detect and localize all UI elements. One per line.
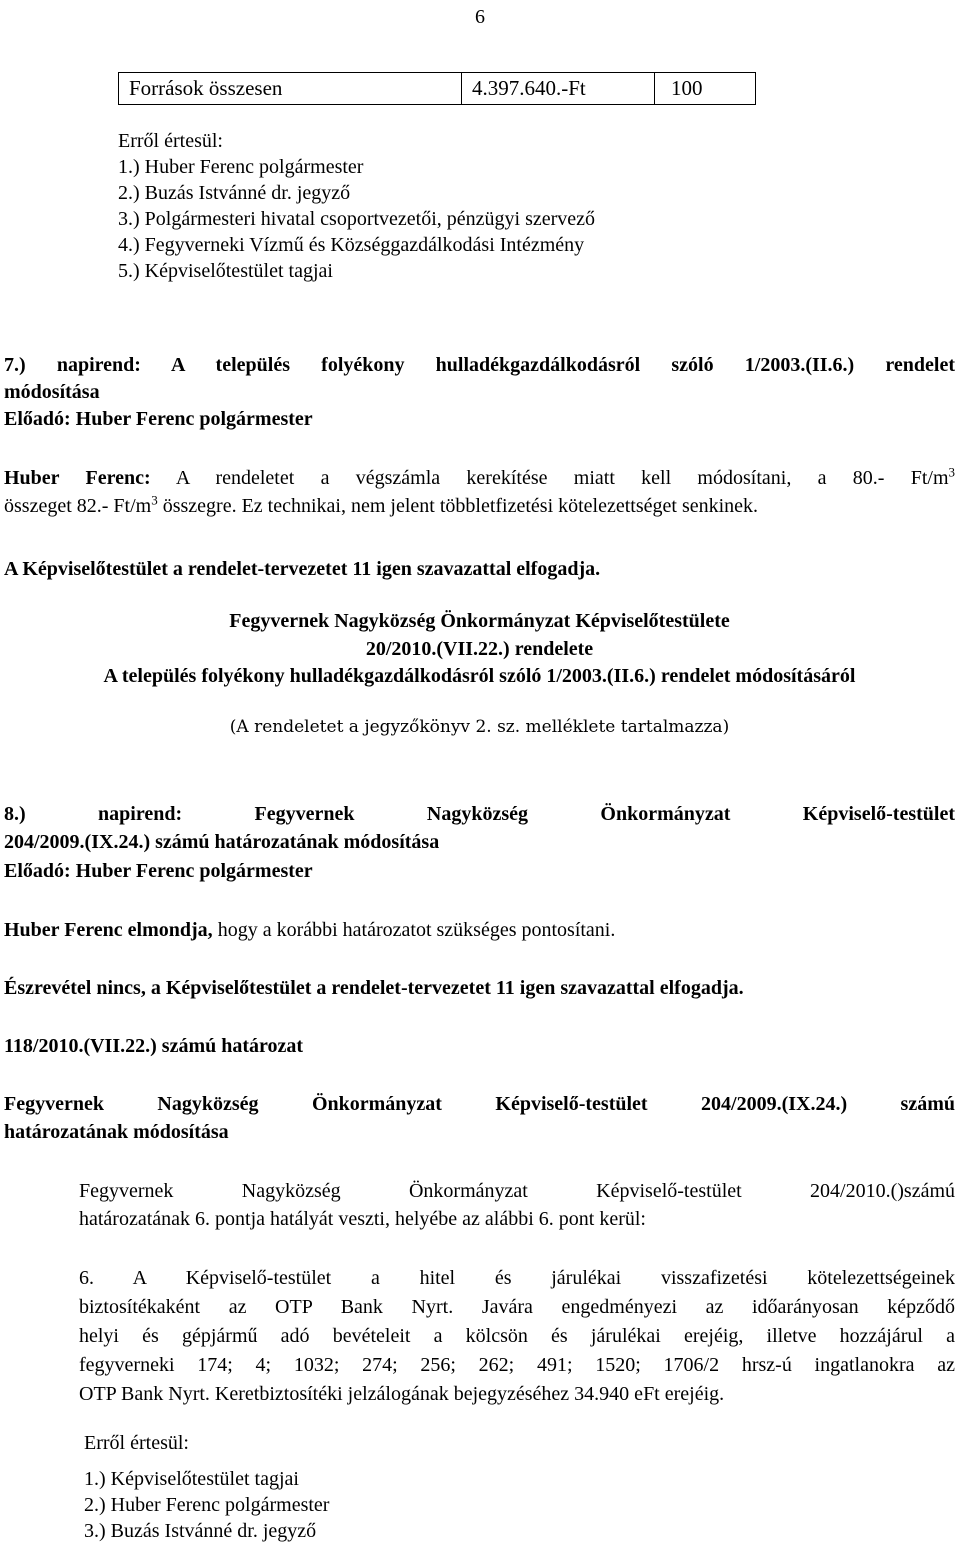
speaker-name: Huber Ferenc elmondja,	[4, 919, 213, 941]
speech-text: összeget 82.- Ft/m	[4, 495, 152, 517]
speech-text: hogy a korábbi határozatot szükséges pontosítani.	[212, 919, 616, 941]
ordinance-note: (A rendeletet a jegyzőkönyv 2. sz. melléklete tartalmazza)	[229, 717, 730, 737]
sources-table	[118, 72, 756, 105]
paragraph-line: 6. A Képviselő-testület a hitel és járulékai visszafizetési kötelezettségeinek	[79, 1267, 955, 1289]
notify-heading: Erről értesül:	[84, 1432, 189, 1454]
superscript: 3	[151, 492, 158, 508]
agenda-7-speech-line1	[4, 465, 955, 491]
list-item: 1.) Képviselőtestület tagjai	[84, 1468, 299, 1490]
table-row	[119, 73, 756, 105]
list-item: 3.) Polgármesteri hivatal csoportvezetői, pénzügyi szervező	[118, 208, 596, 230]
notify-list-1	[118, 128, 595, 284]
resolution-title: Fegyvernek Nagyközség Önkormányzat Képviselő-testület 204/2009.(IX.24.) számú	[4, 1093, 955, 1115]
resolution-body-1-cont: határozatának 6. pontja hatályát veszti, helyébe az alábbi 6. pont kerül:	[79, 1208, 646, 1230]
sources-amount: 4.397.640.-Ft	[462, 73, 655, 105]
superscript: 3	[948, 464, 956, 480]
resolution-body-1: Fegyvernek Nagyközség Önkormányzat Képviselő-testület 204/2010.()számú	[79, 1180, 955, 1202]
paragraph-line: OTP Bank Nyrt. Keretbiztosítéki jelzálogának bejegyzéséhez 34.940 eFt erejéig.	[79, 1383, 725, 1405]
agenda-8-speech	[4, 917, 955, 943]
sources-percent: 100	[655, 73, 756, 105]
page-number: 6	[475, 6, 485, 28]
list-item: 3.) Buzás Istvánné dr. jegyző	[84, 1520, 317, 1542]
ordinance-number: 20/2010.(VII.22.) rendelete	[365, 638, 594, 660]
agenda-7-decision: A Képviselőtestület a rendelet-tervezetet 11 igen szavazattal elfogadja.	[4, 558, 601, 580]
list-item: 5.) Képviselőtestület tagjai	[118, 260, 333, 282]
paragraph-line: helyi és gépjármű adó bevételeit a kölcsön és járulékai erejéig, illetve hozzájárul a	[79, 1325, 955, 1347]
resolution-number: 118/2010.(VII.22.) számú határozat	[4, 1035, 304, 1057]
agenda-8-presenter: Előadó: Huber Ferenc polgármester	[4, 860, 313, 882]
list-item: 4.) Fegyverneki Vízmű és Községgazdálkodási Intézmény	[118, 234, 585, 256]
agenda-8-title: 8.) napirend: Fegyvernek Nagyközség Önkormányzat Képviselő-testület	[4, 803, 955, 825]
agenda-8-title-cont: 204/2009.(IX.24.) számú határozatának módosítása	[4, 831, 440, 853]
agenda-7-title-cont: módosítása	[4, 381, 100, 403]
list-item: 2.) Huber Ferenc polgármester	[84, 1494, 330, 1516]
list-item: 2.) Buzás Istvánné dr. jegyző	[118, 182, 351, 204]
speech-text: összegre. Ez technikai, nem jelent többletfizetési kötelezettséget senkinek.	[157, 495, 759, 517]
notify-heading: Erről értesül:	[118, 130, 223, 152]
paragraph-line: biztosítékaként az OTP Bank Nyrt. Javára engedményezi az időarányosan képződő	[79, 1296, 955, 1318]
speech-text: A rendeletet a végszámla kerekítése miatt kell módosítani, a 80.- Ft/m	[175, 467, 949, 489]
sources-label: Források összesen	[119, 73, 462, 105]
resolution-body-2	[79, 1264, 955, 1409]
speaker-name: Huber Ferenc:	[4, 467, 151, 489]
agenda-8-decision: Észrevétel nincs, a Képviselőtestület a rendelet-tervezetet 11 igen szavazattal elfogadja.	[4, 977, 744, 999]
ordinance-issuer: Fegyvernek Nagyközség Önkormányzat Képviselőtestülete	[229, 610, 730, 632]
agenda-7-title: 7.) napirend: A település folyékony hulladékgazdálkodásról szóló 1/2003.(II.6.) rendelet	[4, 354, 955, 376]
agenda-7-speech-line2	[4, 493, 955, 519]
paragraph-line: fegyverneki 174; 4; 1032; 274; 256; 262; 491; 1520; 1706/2 hrsz-ú ingatlanokra az	[79, 1354, 955, 1376]
list-item: 1.) Huber Ferenc polgármester	[118, 156, 364, 178]
agenda-7-presenter: Előadó: Huber Ferenc polgármester	[4, 408, 313, 430]
notify-list-2	[84, 1430, 329, 1544]
ordinance-title: A település folyékony hulladékgazdálkodásról szóló 1/2003.(II.6.) rendelet módosításáról	[103, 665, 856, 687]
resolution-title-cont: határozatának módosítása	[4, 1121, 229, 1143]
